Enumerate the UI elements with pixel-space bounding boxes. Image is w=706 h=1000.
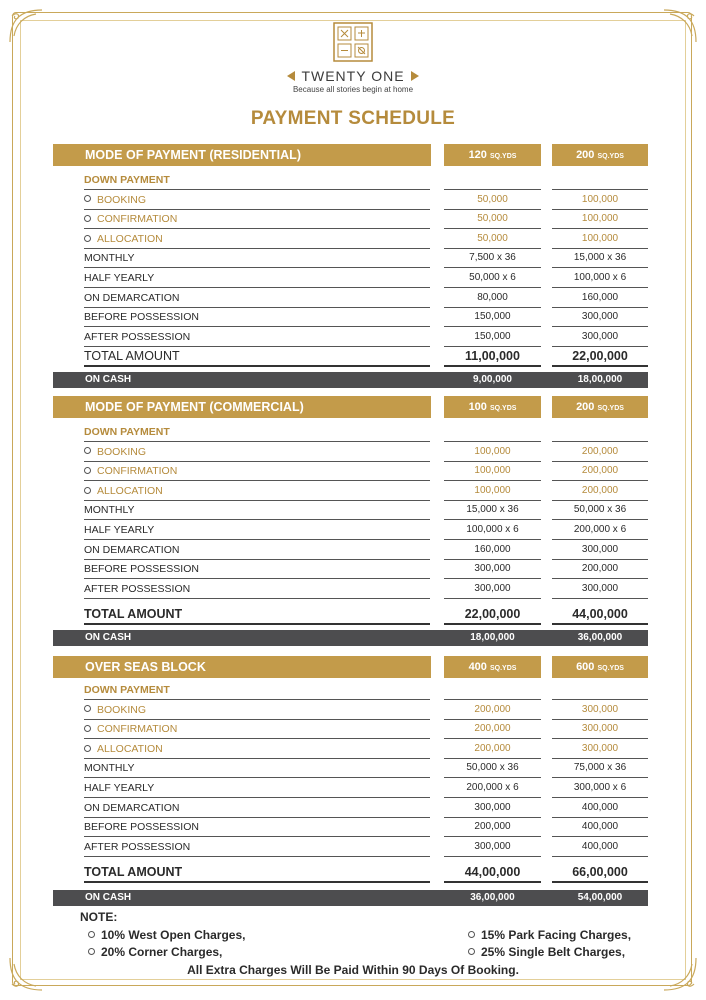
bullet-icon [84,447,91,454]
table-row [0,700,706,720]
table-row [0,817,706,837]
row-value: 300,000 [552,540,648,560]
row-value: 300,000 [444,837,541,857]
row-value: 100,000 [444,442,541,462]
row-value: 100,000 x 6 [444,520,541,540]
on-cash-label: ON CASH [85,632,132,643]
row-label: MONTHLY [84,248,430,268]
table-row [0,680,706,700]
row-value: 300,000 [444,798,541,818]
bullet-icon [84,725,91,732]
total-value: 22,00,000 [444,604,541,625]
row-value: 200,000 [444,817,541,837]
row-value: 200,000 x 6 [552,520,648,540]
row-label: ON DEMARCATION [84,798,430,818]
note-item: 15% Park Facing Charges, [468,928,631,942]
table-row [0,307,706,327]
row-label: CONFIRMATION [84,461,430,481]
row-value: 15,000 x 36 [444,500,541,520]
row-label: MONTHLY [84,500,430,520]
on-cash-value: 36,00,000 [470,892,515,903]
row-value: 200,000 [444,739,541,759]
total-row [0,346,706,366]
on-cash-value: 9,00,000 [473,374,512,385]
row-label: BOOKING [84,190,430,210]
row-value: 150,000 [444,327,541,347]
column-header-size: 200 SQ.YDS [552,396,648,418]
row-value: 160,000 [444,540,541,560]
bullet-icon [88,931,95,938]
table-row [0,209,706,229]
total-value: 22,00,000 [552,346,648,367]
row-value: 300,000 [552,307,648,327]
table-row [0,481,706,501]
row-label: ALLOCATION [84,739,430,759]
row-label: ON DEMARCATION [84,288,430,308]
row-value: 100,000 x 6 [552,268,648,288]
row-value: 100,000 [552,190,648,210]
note-item: 10% West Open Charges, [88,928,246,942]
bullet-icon [84,215,91,222]
table-row [0,461,706,481]
table-row [0,778,706,798]
section-heading: MODE OF PAYMENT (COMMERCIAL) [53,396,431,418]
row-value: 300,000 [552,719,648,739]
row-label: BEFORE POSSESSION [84,817,430,837]
bullet-icon [84,487,91,494]
row-value: 300,000 [552,579,648,599]
down-payment-label: DOWN PAYMENT [84,680,430,700]
brand-tagline: Because all stories begin at home [292,85,414,94]
row-label: ON DEMARCATION [84,540,430,560]
table-row [0,758,706,778]
row-value: 200,000 [552,559,648,579]
row-label: CONFIRMATION [84,719,430,739]
on-cash-bar [53,372,648,388]
column-header-size: 400 SQ.YDS [444,656,541,678]
total-row [0,604,706,624]
row-label: HALF YEARLY [84,268,430,288]
table-row [0,170,706,190]
row-value: 200,000 [552,481,648,501]
row-value: 400,000 [552,798,648,818]
row-value: 100,000 [444,461,541,481]
row-value: 50,000 [444,229,541,249]
row-value: 50,000 [444,209,541,229]
bullet-icon [468,948,475,955]
note-item: 25% Single Belt Charges, [468,945,625,959]
total-label: TOTAL AMOUNT [84,604,430,625]
section-heading: MODE OF PAYMENT (RESIDENTIAL) [53,144,431,166]
row-value: 7,500 x 36 [444,248,541,268]
page-title: PAYMENT SCHEDULE [250,108,456,129]
row-value: 80,000 [444,288,541,308]
table-row [0,798,706,818]
table-row [0,327,706,347]
column-header-size: 200 SQ.YDS [552,144,648,166]
table-row [0,248,706,268]
bullet-icon [84,745,91,752]
logo-mark-icon [333,22,373,62]
row-label: HALF YEARLY [84,778,430,798]
column-header-size: 100 SQ.YDS [444,396,541,418]
row-label: ALLOCATION [84,229,430,249]
row-value: 200,000 x 6 [444,778,541,798]
row-value: 300,000 [552,700,648,720]
bullet-icon [84,467,91,474]
row-label: AFTER POSSESSION [84,327,430,347]
bullet-icon [84,235,91,242]
on-cash-bar [53,890,648,906]
table-row [0,559,706,579]
row-value: 400,000 [552,837,648,857]
row-value: 300,000 [444,559,541,579]
row-value: 150,000 [444,307,541,327]
on-cash-value: 18,00,000 [470,632,515,643]
row-value: 200,000 [552,442,648,462]
table-row [0,739,706,759]
down-payment-label: DOWN PAYMENT [84,170,430,190]
row-value: 50,000 x 6 [444,268,541,288]
table-row [0,579,706,599]
total-value: 66,00,000 [552,862,648,883]
total-row [0,862,706,882]
row-value: 50,000 x 36 [444,758,541,778]
row-value: 200,000 [444,700,541,720]
on-cash-label: ON CASH [85,892,132,903]
row-label: AFTER POSSESSION [84,579,430,599]
row-label: AFTER POSSESSION [84,837,430,857]
row-value: 100,000 [552,209,648,229]
triangle-right-icon [411,71,419,81]
table-row [0,540,706,560]
table-row [0,837,706,857]
total-label: TOTAL AMOUNT [84,346,430,367]
brand-name: TWENTY ONE [301,68,405,84]
extra-charges-note: All Extra Charges Will Be Paid Within 90 Days Of Booking. [187,963,519,977]
row-label: HALF YEARLY [84,520,430,540]
row-value: 300,000 [444,579,541,599]
total-label: TOTAL AMOUNT [84,862,430,883]
row-label: BOOKING [84,442,430,462]
row-value: 200,000 [552,461,648,481]
row-value: 300,000 [552,327,648,347]
row-value: 100,000 [552,229,648,249]
bullet-icon [468,931,475,938]
row-label: BEFORE POSSESSION [84,307,430,327]
row-value: 300,000 x 6 [552,778,648,798]
row-value: 15,000 x 36 [552,248,648,268]
note-item: 20% Corner Charges, [88,945,222,959]
row-label: ALLOCATION [84,481,430,501]
row-value: 100,000 [444,481,541,501]
row-value: 50,000 x 36 [552,500,648,520]
on-cash-label: ON CASH [85,374,132,385]
row-label: MONTHLY [84,758,430,778]
table-row [0,288,706,308]
on-cash-value: 18,00,000 [577,374,623,385]
row-value: 75,000 x 36 [552,758,648,778]
brand-logo [0,22,706,94]
table-row [0,442,706,462]
table-row [0,719,706,739]
row-value: 160,000 [552,288,648,308]
total-value: 11,00,000 [444,346,541,367]
row-label: CONFIRMATION [84,209,430,229]
bullet-icon [84,705,91,712]
row-value: 50,000 [444,190,541,210]
bullet-icon [84,195,91,202]
on-cash-bar [53,630,648,646]
total-value: 44,00,000 [552,604,648,625]
total-value: 44,00,000 [444,862,541,883]
on-cash-value: 36,00,000 [577,632,623,643]
table-row [0,520,706,540]
column-header-size: 120 SQ.YDS [444,144,541,166]
note-title: NOTE: [80,910,118,924]
section-heading: OVER SEAS BLOCK [53,656,431,678]
row-label: BEFORE POSSESSION [84,559,430,579]
table-row [0,500,706,520]
on-cash-value: 54,00,000 [577,892,623,903]
table-row [0,229,706,249]
table-row [0,422,706,442]
row-value: 300,000 [552,739,648,759]
bullet-icon [88,948,95,955]
row-value: 200,000 [444,719,541,739]
row-label: BOOKING [84,700,430,720]
down-payment-label: DOWN PAYMENT [84,422,430,442]
column-header-size: 600 SQ.YDS [552,656,648,678]
row-value: 400,000 [552,817,648,837]
table-row [0,268,706,288]
triangle-left-icon [287,71,295,81]
table-row [0,190,706,210]
